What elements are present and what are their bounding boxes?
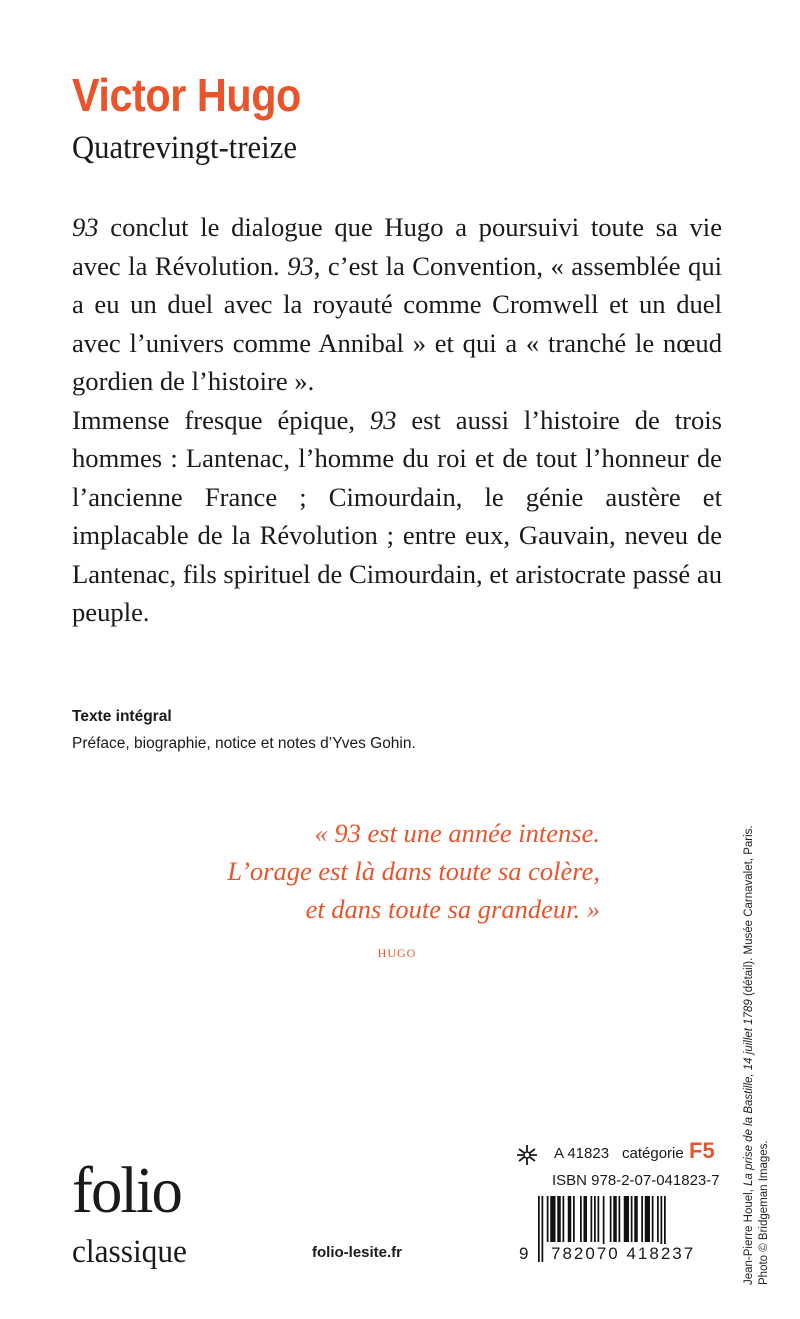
product-reference: A 41823 — [554, 1145, 610, 1162]
quote-author: HUGO — [377, 946, 417, 960]
quote-line: L’orage est là dans toute sa colère, — [227, 856, 600, 886]
edition-description: Préface, biographie, notice et notes d’Yves Gohin. — [72, 735, 416, 752]
folio-small-logo-icon — [514, 1143, 540, 1167]
author-name: Victor Hugo — [72, 69, 301, 121]
barcode-number: 782070 418237 — [551, 1244, 715, 1264]
quote-line: « 93 est une année intense. — [314, 818, 600, 848]
credit-location: (détail). Musée Carnavalet, Paris. — [743, 825, 755, 1000]
publisher-website[interactable]: folio-lesite.fr — [312, 1244, 403, 1261]
quote-line: et dans toute sa grandeur. » — [305, 894, 600, 924]
category-code: F5 — [689, 1138, 715, 1163]
blurb-paragraph: Immense fresque épique, 93 est aussi l’histoire de trois hommes : Lantenac, l’homme du roi et de tout l’honneur de l’ancienne France ; Cimourdain, le génie austère et implacable de la Révolution ; entre eux, Gauvain, neveu de Lantenac, fils spirituel de Cimourdain, et aristocrate passé au peuple. — [72, 404, 722, 627]
folio-logo: folio — [72, 1154, 181, 1227]
collection-name: classique — [72, 1234, 187, 1270]
credit-photo: Photo © Bridgeman Images. — [758, 1140, 770, 1285]
barcode-first-digit: 9 — [519, 1244, 529, 1263]
blurb-paragraph: 93 conclut le dialogue que Hugo a poursuivi toute sa vie avec la Révolution. 93, c’est la Convention, « assemblée qui a eu un duel avec la royauté comme Cromwell et un duel avec l’univers comme Annibal » et qui a « tranché le nœud gordien de l’histoire ». — [72, 212, 723, 396]
category-label: catégorie — [622, 1145, 684, 1162]
image-credits — [742, 825, 772, 1285]
isbn: ISBN 978-2-07-041823-7 — [552, 1172, 720, 1189]
back-cover-blurb — [72, 208, 722, 632]
credit-line — [742, 825, 757, 1285]
book-title: Quatrevingt-treize — [72, 130, 297, 166]
epigraph-quote — [160, 814, 600, 928]
credit-artist: Jean-Pierre Houel, — [743, 1185, 755, 1285]
edition-label: Texte intégral — [72, 708, 172, 725]
credit-artwork-title: La prise de la Bastille, 14 juillet 1789 — [743, 999, 755, 1186]
